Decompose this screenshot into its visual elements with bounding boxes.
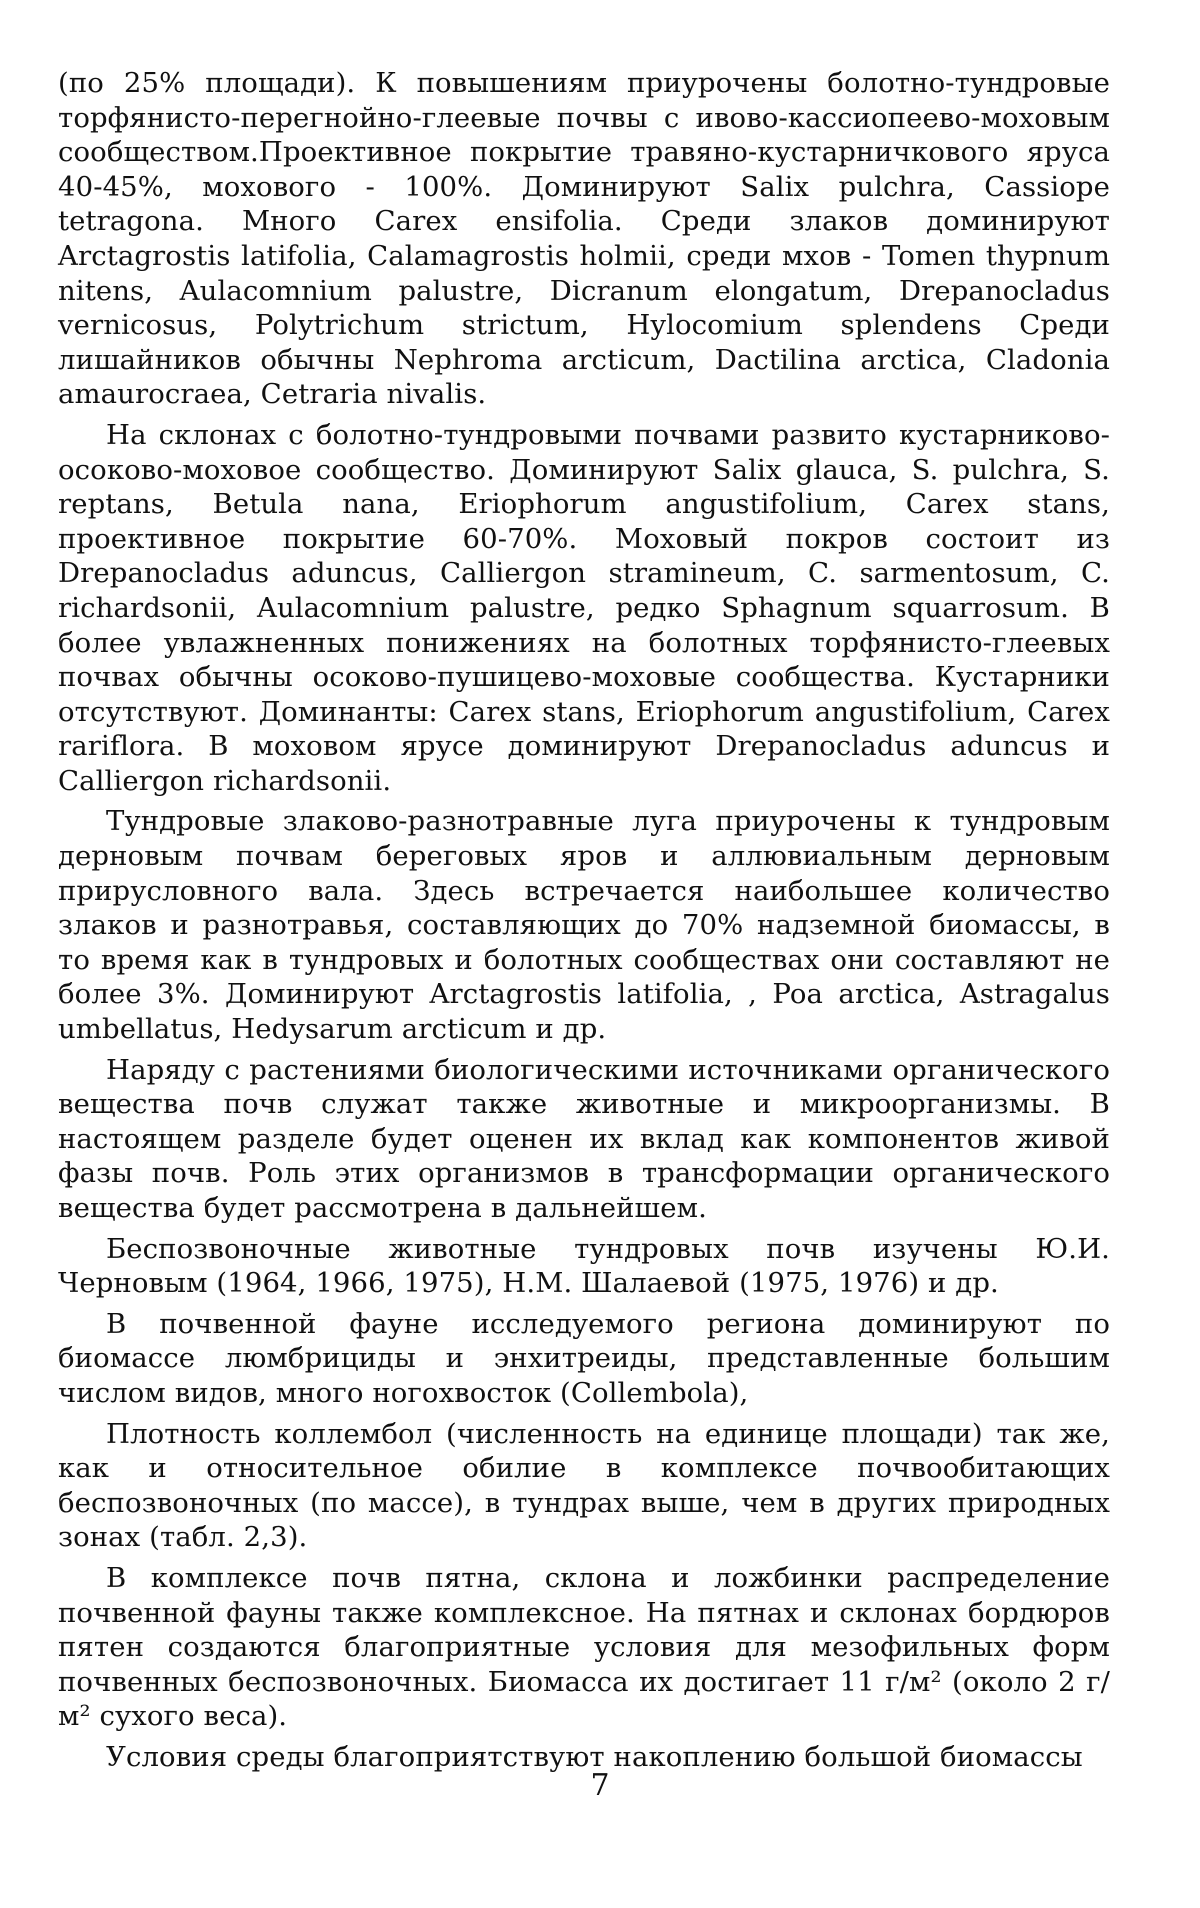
paragraph-meadows: Тундровые злаково-разнотравные луга приурочены к тундровым дерновым почвам береговых яров и аллювиальным дерновым прирусловного вала. Здесь встречается наибольшее количество злаков и разнотравья, составляющих до 70% надземной биомассы, в то время как в тундровых и болотных сообществах они составляют не более 3%. Доминируют Arctagrostis latifolia, , Poa arctica, Astragalus umbellatus, Hedysarum arcticum и др.	[58, 805, 1110, 1046]
page-number: 7	[590, 1768, 610, 1803]
paragraph-invertebrates-studies: Беспозвоночные животные тундровых почв изучены Ю.И. Черновым (1964, 1966, 1975), Н.М. Шалаевой (1975, 1976) и др.	[58, 1232, 1110, 1300]
document-page	[58, 66, 1110, 1775]
paragraph-soil-organisms-intro: Наряду с растениями биологическими источниками органического вещества почв служат также животные и микроорганизмы. В настоящем разделе будет оценен их вклад как компонентов живой фазы почв. Роль этих организмов в трансформации органического вещества будет рассмотрена в дальнейшем.	[58, 1053, 1110, 1224]
paragraph-vegetation-tundra-elevations: (по 25% площади). К повышениям приурочены болотно-тундровые торфянисто-перегнойно-глеевые почвы с ивово-кассиопеево-моховым сообществом.Проективное покрытие травяно-кустарничкового яруса 40-45%, мохового - 100%. Доминируют Salix pulchra, Cassiope tetragona. Много Carex ensifolia. Среди злаков доминируют Arctagrostis latifolia, Calamagrostis holmii, среди мхов - Tomen thypnum nitens, Aulacomnium palustre, Dicranum elongatum, Drepanocladus vernicosus, Polytrichum strictum, Hylocomium splendens Среди лишайников обычны Nephroma arcticum, Dactilina arctica, Cladonia amaurocraea, Cetraria nivalis.	[58, 67, 1110, 411]
paragraph-collembola-density: Плотность коллембол (численность на единице площади) так же, как и относительное обилие в комплексе почвообитающих беспозвоночных (по массе), в тундрах выше, чем в других природных зонах (табл. 2,3).	[58, 1417, 1110, 1554]
paragraph-slope-communities: На склонах с болотно-тундровыми почвами развито кустарниково-осоково-моховое сообщество. Доминируют Salix glauca, S. pulchra, S. reptans, Betula nana, Eriophorum angustifolium, Carex stans, проективное покрытие 60-70%. Моховый покров состоит из Drepanocladus aduncus, Calliergon stramineum, C. sarmentosum, C. richardsonii, Aulacomnium palustre, редко Sphagnum squarrosum. В более увлажненных понижениях на болотных торфянисто-глеевых почвах обычны осоково-пушицево-моховые сообщества. Кустарники отсутствуют. Доминанты: Carex stans, Eriophorum angustifolium, Carex rariflora. В моховом ярусе доминируют Drepanocladus aduncus и Calliergon richardsonii.	[58, 418, 1110, 797]
paragraph-biomass-conditions: Условия среды благоприятствуют накоплению большой биомассы	[106, 1740, 1083, 1773]
paragraph-fauna-distribution: В комплексе почв пятна, склона и ложбинки распределение почвенной фауны также комплексное. На пятнах и склонах бордюров пятен создаются благоприятные условия для мезофильных форм почвенных беспозвоночных. Биомасса их достигает 11 г/м² (около 2 г/м² сухого веса).	[58, 1561, 1110, 1733]
paragraph-soil-fauna-dominants: В почвенной фауне исследуемого региона доминируют по биомассе люмбрициды и энхитреиды, представленные большим числом видов, много ногохвосток (Collembola),	[58, 1307, 1110, 1409]
